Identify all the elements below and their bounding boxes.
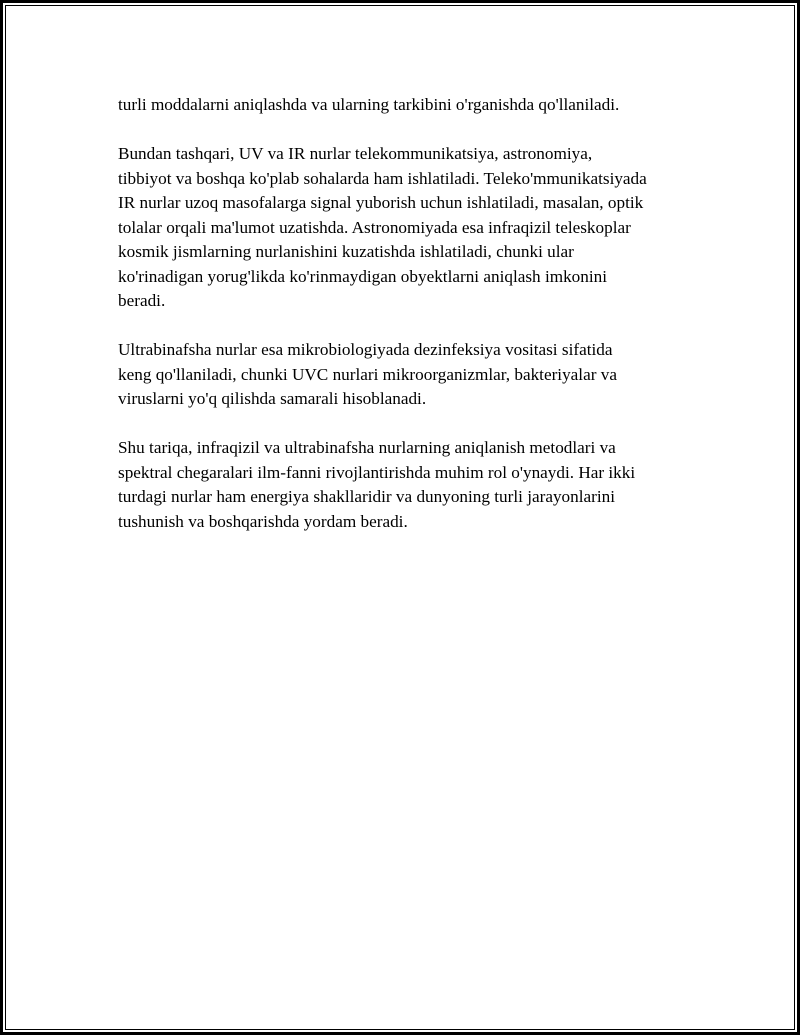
text-line: tibbiyot va boshqa ko'plab sohalarda ham ishlatiladi. Teleko'mmunikatsiyada (118, 168, 647, 188)
paragraph-1 (118, 93, 698, 118)
paragraph-2 (118, 142, 698, 314)
text-line: turdagi nurlar ham energiya shakllaridir va dunyoning turli jarayonlarini (118, 487, 616, 506)
text-line: spektral chegaralari ilm-fanni rivojlantirishda muhim rol o'ynaydi. Har ikki (118, 462, 636, 482)
text-line: ko'rinadigan yorug'likda ko'rinmaydigan obyektlarni aniqlash imkonini (118, 266, 608, 286)
text-line: viruslarni yo'q qilishda samarali hisoblanadi. (118, 389, 427, 408)
text-line: Bundan tashqari, UV va IR nurlar telekommunikatsiya, astronomiya, (118, 144, 593, 163)
text-line: turli moddalarni aniqlashda va ularning tarkibini o'rganishda qo'llaniladi. (118, 95, 620, 114)
text-line: tolalar orqali ma'lumot uzatishda. Astronomiyada esa infraqizil teleskoplar (118, 217, 631, 237)
text-line: Shu tariqa, infraqizil va ultrabinafsha nurlarning aniqlanish metodlari va (118, 438, 616, 457)
text-line: keng qo'llaniladi, chunki UVC nurlari mikroorganizmlar, bakteriyalar va (118, 364, 617, 384)
text-line: Ultrabinafsha nurlar esa mikrobiologiyada dezinfeksiya vositasi sifatida (118, 340, 613, 359)
text-line: tushunish va boshqarishda yordam beradi. (118, 511, 408, 531)
document-body (118, 93, 698, 559)
paragraph-4 (118, 436, 698, 534)
text-line: beradi. (118, 291, 166, 310)
text-line: kosmik jismlarning nurlanishini kuzatishda ishlatiladi, chunki ular (118, 242, 574, 261)
paragraph-3 (118, 338, 698, 412)
text-line: IR nurlar uzoq masofalarga signal yuborish uchun ishlatiladi, masalan, optik (118, 193, 644, 212)
